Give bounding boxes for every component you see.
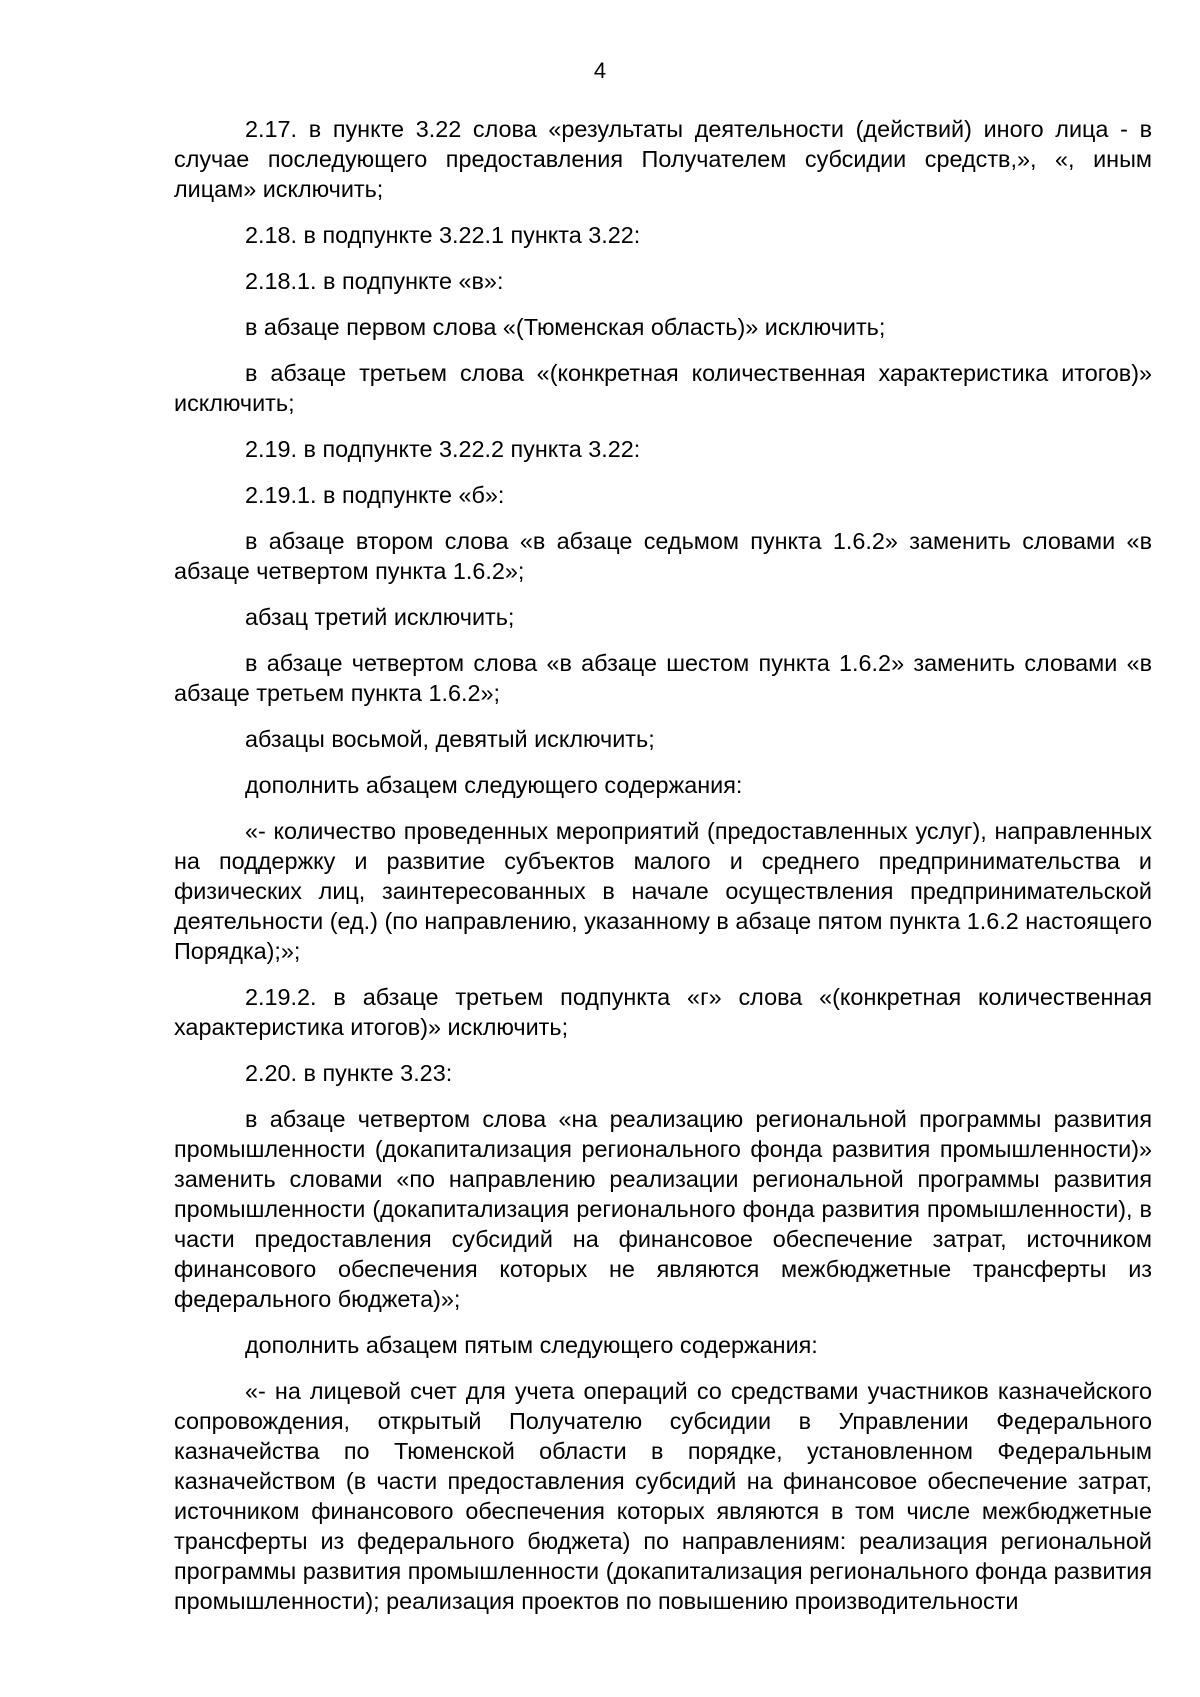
paragraph-2-18: 2.18. в подпункте 3.22.1 пункта 3.22:	[245, 222, 641, 248]
paragraph-2-19-2: 2.19.2. в абзаце третьем подпункта «г» слова «(конкретная количественная характеристика итогов)» исключить;	[174, 984, 1152, 1040]
paragraph-abzats-third-remove: абзац третий исключить;	[245, 604, 515, 630]
paragraph-quoted-count: «- количество проведенных мероприятий (предоставленных услуг), направленных на поддержку и развитие субъектов малого и среднего предпринимательства и физических лиц, заинтересованных в начале осуществления предпринимательской деятельности (ед.) (по направлению, указанному в абзаце пятом пункта 1.6.2 настоящего Порядка);»;	[174, 818, 1152, 964]
paragraph-add-abzats: дополнить абзацем следующего содержания:	[245, 772, 743, 798]
paragraph-2-19-1: 2.19.1. в подпункте «б»:	[245, 482, 505, 508]
paragraph-fourth-abzats-replace: в абзаце четвертом слова «на реализацию региональной программы развития промышленности (докапитализация регионального фонда развития промышленности)» заменить словами «по направлению реализации региональной программы развития промышленности (докапитализация регионального фонда развития промышленности), в части предоставления субсидий на финансовое обеспечение затрат, источником финансового обеспечения которых не являются межбюджетные трансферты из федерального бюджета)»;	[174, 1106, 1152, 1312]
document-body	[174, 114, 1152, 1632]
paragraph-fourth-abzats: в абзаце четвертом слова «в абзаце шестом пункта 1.6.2» заменить словами «в абзаце третьем пункта 1.6.2»;	[174, 650, 1152, 706]
paragraph-eighth-ninth-remove: абзацы восьмой, девятый исключить;	[245, 726, 655, 752]
page-number: 4	[593, 58, 607, 83]
paragraph-quoted-account: «- на лицевой счет для учета операций со средствами участников казначейского сопровождения, открытый Получателю субсидии в Управлении Федерального казначейства по Тюменской области в порядке, установленном Федеральным казначейством (в части предоставления субсидий на финансовое обеспечение затрат, источником финансового обеспечения которых являются в том числе межбюджетные трансферты из федерального бюджета) по направлениям: реализация региональной программы развития промышленности (докапитализация регионального фонда развития промышленности); реализация проектов по повышению производительности	[174, 1378, 1152, 1614]
paragraph-third-abzats: в абзаце третьем слова «(конкретная количественная характеристика итогов)» исключить;	[174, 360, 1152, 416]
paragraph-2-18-1: 2.18.1. в подпункте «в»:	[245, 268, 504, 294]
paragraph-first-abzats: в абзаце первом слова «(Тюменская область)» исключить;	[245, 314, 886, 340]
paragraph-2-20: 2.20. в пункте 3.23:	[245, 1060, 453, 1086]
paragraph-second-abzats: в абзаце втором слова «в абзаце седьмом пункта 1.6.2» заменить словами «в абзаце четвертом пункта 1.6.2»;	[174, 528, 1152, 584]
paragraph-2-19: 2.19. в подпункте 3.22.2 пункта 3.22:	[245, 436, 641, 462]
paragraph-2-17: 2.17. в пункте 3.22 слова «результаты деятельности (действий) иного лица - в случае последующего предоставления Получателем субсидии средств,», «, иным лицам» исключить;	[174, 116, 1152, 202]
paragraph-add-fifth-abzats: дополнить абзацем пятым следующего содержания:	[245, 1332, 818, 1358]
